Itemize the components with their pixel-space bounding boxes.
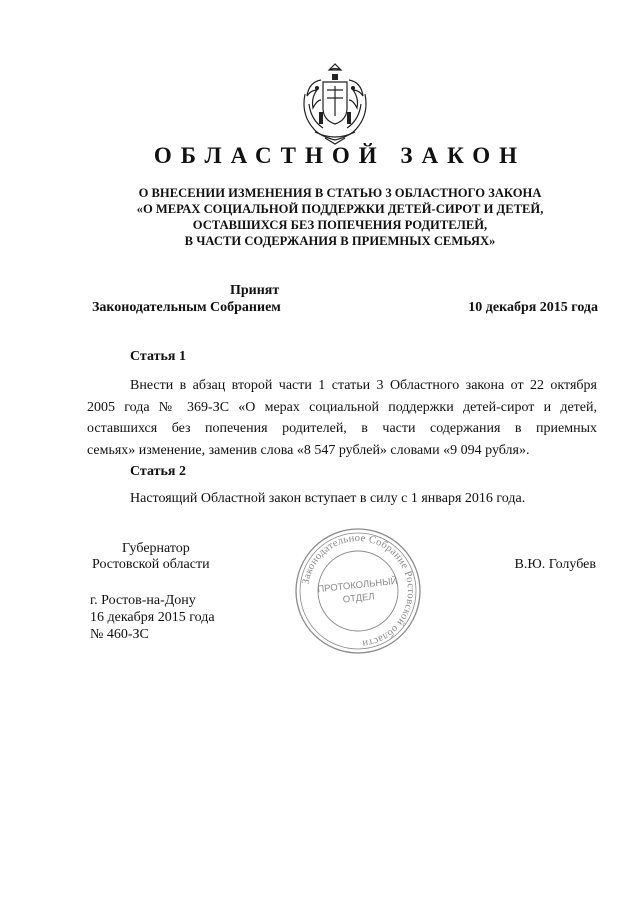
stamp-inner-line2: ОТДЕЛ: [342, 591, 376, 606]
stamp-outer-text: Законодательное Собрание Ростовской области: [300, 532, 417, 649]
document-subtitle: [0, 185, 640, 249]
stamp-inner-line1: ПРОТОКОЛЬНЫЙ: [316, 575, 398, 596]
document-title: ОБЛАСТНОЙ ЗАКОН: [153, 143, 527, 168]
article-1-text: [87, 375, 597, 461]
subtitle-line: ОСТАВШИХСЯ БЕЗ ПОПЕЧЕНИЯ РОДИТЕЛЕЙ,: [192, 218, 488, 232]
article-1-line: семьях» изменение, заменив слова «8 547 рублей» словами «9 094 рубля».: [87, 442, 530, 458]
subtitle-line: О ВНЕСЕНИИ ИЗМЕНЕНИЯ В СТАТЬЮ 3 ОБЛАСТНОГО ЗАКОНА: [138, 186, 542, 200]
article-2-text: Настоящий Областной закон вступает в силу с 1 января 2016 года.: [130, 491, 526, 506]
article-2-heading: Статья 2: [130, 464, 186, 479]
governor-region: Ростовской области: [92, 557, 210, 572]
article-1-heading: Статья 1: [130, 349, 186, 364]
article-1-line: оставшихся без попечения родителей, в части содержания в приемных: [87, 421, 597, 436]
footer-date: 16 декабря 2015 года: [90, 610, 215, 625]
document-footer: [90, 592, 215, 643]
governor-name: В.Ю. Голубев: [514, 557, 596, 572]
footer-city: г. Ростов-на-Дону: [90, 593, 196, 608]
footer-number: № 460-ЗС: [90, 627, 149, 642]
adopted-by: Законодательным Собранием: [92, 300, 281, 315]
adopted-date: 10 декабря 2015 года: [468, 300, 598, 315]
subtitle-line: В ЧАСТИ СОДЕРЖАНИЯ В ПРИЕМНЫХ СЕМЬЯХ»: [184, 234, 496, 248]
subtitle-line: «О МЕРАХ СОЦИАЛЬНОЙ ПОДДЕРЖКИ ДЕТЕЙ-СИРОТ И ДЕТЕЙ,: [136, 202, 544, 216]
adopted-label: Принят: [230, 283, 280, 298]
article-1-line: Внести в абзац второй части 1 статьи 3 Областного закона от 22 октября: [130, 378, 597, 393]
official-stamp: [293, 526, 423, 656]
article-1-line: 2005 года № 369-ЗС «О мерах социальной поддержки детей-сирот и детей,: [87, 399, 597, 415]
coat-of-arms-icon: [295, 60, 375, 148]
governor-title: Губернатор: [122, 541, 190, 556]
